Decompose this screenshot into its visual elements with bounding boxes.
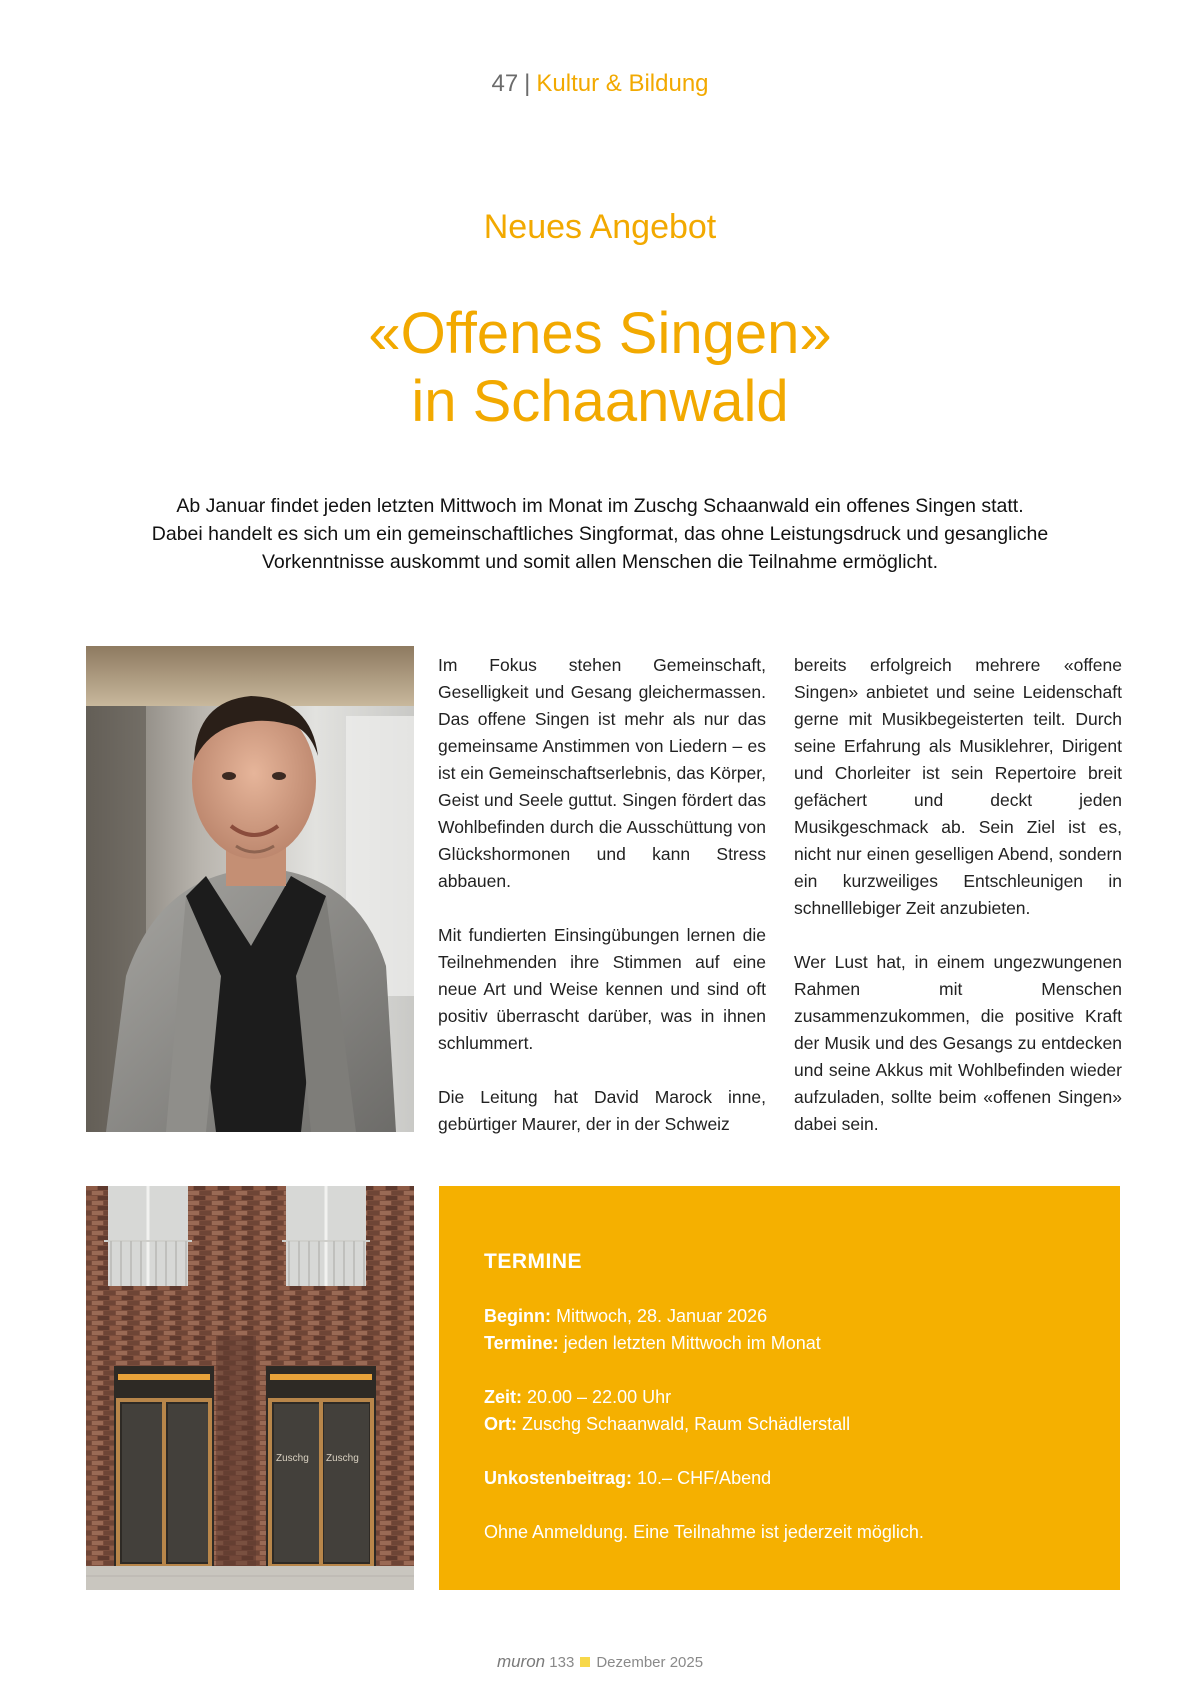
termine-heading: TERMINE — [484, 1250, 582, 1273]
header-separator: | — [524, 70, 531, 97]
page-number: 47 — [491, 70, 519, 97]
building-illustration — [86, 1186, 414, 1590]
kosten-label: Unkostenbeitrag: — [484, 1468, 633, 1488]
ort-label: Ort: — [484, 1414, 517, 1434]
magazine-brand: muron — [496, 1652, 546, 1671]
building-photo — [86, 1186, 414, 1590]
article-paragraph: Die Leitung hat David Marock inne, gebürtiger Maurer, der in der Schweiz — [438, 1087, 766, 1134]
termine-beginn — [484, 1303, 1080, 1330]
title-line-1: «Offenes Singen» — [368, 301, 832, 366]
termine-note: Ohne Anmeldung. Eine Teilnahme ist jederzeit möglich. — [484, 1522, 924, 1542]
lead-line-3: Vorkenntnisse auskommt und somit allen Menschen die Teilnahme ermöglicht. — [262, 551, 938, 573]
lead-paragraph — [90, 492, 1110, 576]
termine-value: jeden letzten Mittwoch im Monat — [558, 1333, 821, 1353]
page-footer — [0, 1652, 1200, 1672]
article-paragraph: Mit fundierten Einsingübungen lernen die Teilnehmenden ihre Stimmen auf eine neue Art und Weise kennen und sind oft positiv überrascht darüber, was in ihnen schlummert. — [438, 925, 766, 1053]
termine-zeit — [484, 1384, 1080, 1411]
article-title — [0, 300, 1200, 436]
issue-date: Dezember 2025 — [596, 1654, 704, 1671]
issue-number: 133 — [549, 1654, 575, 1671]
article-paragraph: Im Fokus stehen Gemeinschaft, Geselligkeit und Gesang gleichermassen. Das offene Singen ist mehr als nur das gemeinsame Anstimmen von Liedern – es ist ein Gemeinschaftserlebnis, das Körper, Geist und Seele guttut. Singen fördert das Wohlbefinden durch die Ausschüttung von Glückshormonen und kann Stress abbauen. — [438, 655, 766, 891]
zeit-value: 20.00 – 22.00 Uhr — [522, 1387, 672, 1407]
section-title: Kultur & Bildung — [536, 70, 709, 97]
termine-label: Termine: — [484, 1333, 559, 1353]
portrait-photo — [86, 646, 414, 1132]
beginn-value: Mittwoch, 28. Januar 2026 — [551, 1306, 768, 1326]
termine-box — [439, 1186, 1120, 1590]
article-column-2 — [794, 652, 1122, 1165]
page-header — [0, 70, 1200, 98]
kicker: Neues Angebot — [483, 208, 717, 246]
kosten-value: 10.– CHF/Abend — [632, 1468, 772, 1488]
lead-line-1: Ab Januar findet jeden letzten Mittwoch im Monat im Zuschg Schaanwald ein offenes Singen statt. — [176, 495, 1024, 517]
article-paragraph: bereits erfolgreich mehrere «offene Singen» anbietet und seine Leidenschaft gerne mit Musikbegeisterten teilt. Durch seine Erfahrung als Musiklehrer, Dirigent und Chorleiter ist sein Repertoire breit gefächert und deckt jeden Musikgeschmack ab. Sein Ziel ist es, nicht nur einen geselligen Abend, sondern ein kurzweiliges Entschleunigen in schnelllebiger Zeit anzubieten. — [794, 655, 1122, 918]
portrait-illustration — [86, 646, 414, 1132]
article-paragraph: Wer Lust hat, in einem ungezwungenen Rahmen mit Menschen zusammenzukommen, die positive Kraft der Musik und des Gesangs zu entdecken und seine Akkus mit Wohlbefinden wieder aufzuladen, sollte beim «offenen Singen» dabei sein. — [794, 952, 1122, 1134]
termine-ort — [484, 1411, 1080, 1438]
termine-kosten — [484, 1465, 1080, 1492]
door-sign-left: Zuschg — [276, 1453, 309, 1464]
footer-square-icon — [580, 1657, 590, 1667]
lead-line-2: Dabei handelt es sich um ein gemeinschaftliches Singformat, das ohne Leistungsdruck und gesangliche — [151, 523, 1049, 545]
door-sign-right: Zuschg — [326, 1453, 359, 1464]
title-line-2: in Schaanwald — [411, 369, 789, 434]
beginn-label: Beginn: — [484, 1306, 551, 1326]
termine-termine — [484, 1330, 1080, 1357]
article-column-1 — [438, 652, 766, 1165]
ort-value: Zuschg Schaanwald, Raum Schädlerstall — [517, 1414, 851, 1434]
zeit-label: Zeit: — [484, 1387, 522, 1407]
